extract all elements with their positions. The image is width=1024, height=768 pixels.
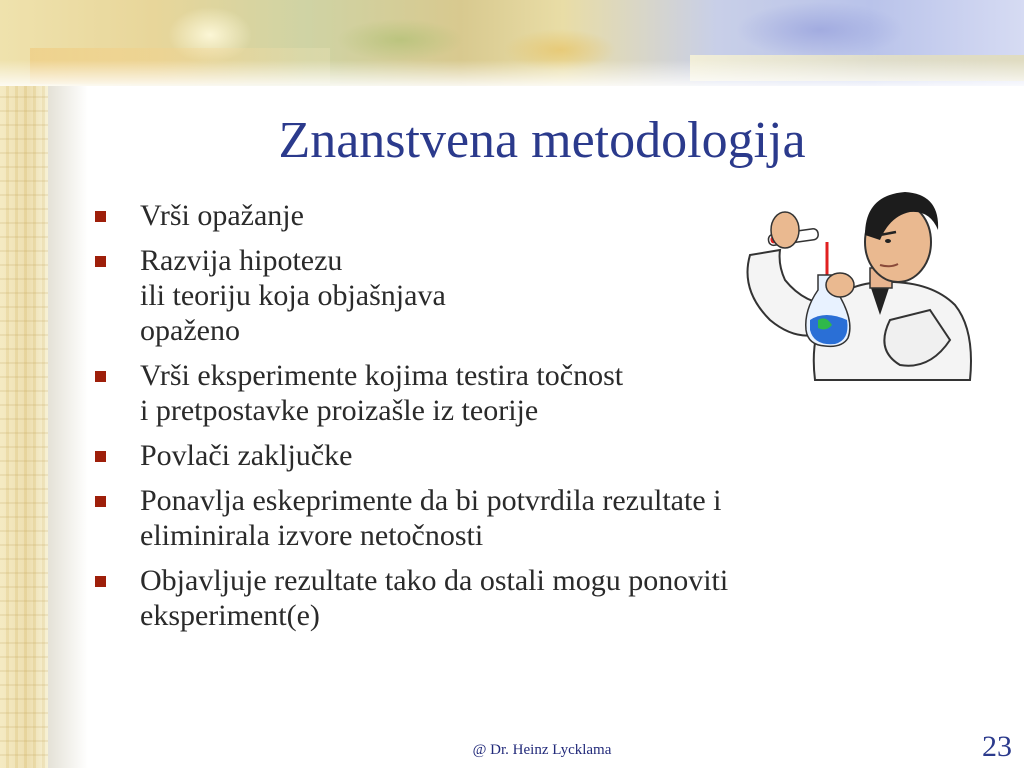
bullet-text: Vrši eksperimente kojima testira točnost <box>140 359 624 392</box>
bullet-text: ili teoriju koja objašnjava <box>140 279 446 312</box>
bullet-text: i pretpostavke proizašle iz teorije <box>140 394 539 427</box>
bullet-text: opaženo <box>140 314 240 347</box>
footer-credit: @ Dr. Heinz Lycklama <box>472 742 612 758</box>
bullet-item <box>95 438 975 473</box>
page-number: 23 <box>982 730 1012 763</box>
bullet-marker-icon <box>95 576 106 587</box>
top-decor-banner <box>0 0 1024 86</box>
bullet-marker-icon <box>95 211 106 222</box>
bullet-item <box>95 563 975 633</box>
banner-stripe-right <box>690 55 1024 81</box>
bullet-text: eksperiment(e) <box>140 599 320 632</box>
bullet-text: Razvija hipotezu <box>140 244 343 277</box>
bullet-item <box>95 483 975 553</box>
bullet-text: Vrši opažanje <box>140 199 304 232</box>
slide-title: Znanstvena metodologija <box>278 112 806 169</box>
bullet-text: eliminirala izvore netočnosti <box>140 519 484 552</box>
banner-stripe-left <box>30 48 330 84</box>
bullet-text: Povlači zaključke <box>140 439 353 472</box>
bullet-marker-icon <box>95 496 106 507</box>
bullet-text: Objavljuje rezultate tako da ostali mogu ponoviti <box>140 564 729 597</box>
bullet-marker-icon <box>95 256 106 267</box>
bullet-marker-icon <box>95 371 106 382</box>
scientist-illustration-icon <box>730 180 980 395</box>
bullet-marker-icon <box>95 451 106 462</box>
bullet-text: Ponavlja eskeprimente da bi potvrdila rezultate i <box>140 484 722 517</box>
